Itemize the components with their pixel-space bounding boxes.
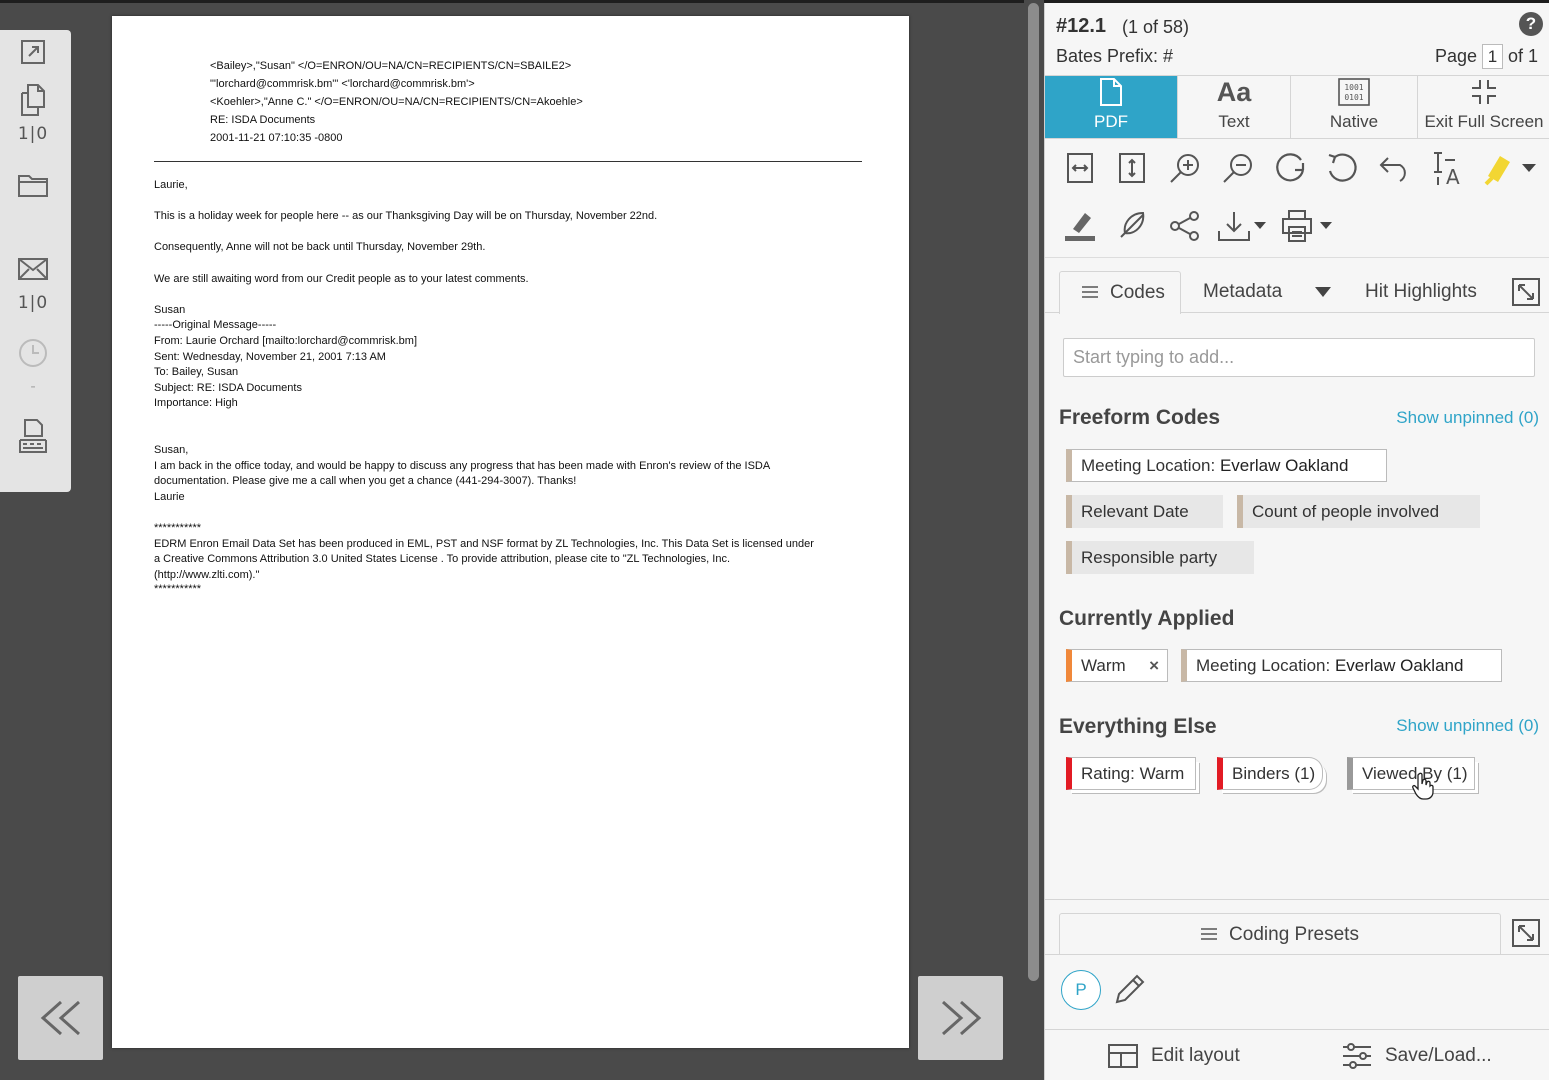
annotate-icon[interactable] xyxy=(1112,206,1152,246)
email-body xyxy=(154,178,864,595)
original-sent: Sent: Wednesday, November 21, 2001 7:13 AM xyxy=(154,350,386,363)
layout-icon xyxy=(1107,1043,1139,1069)
text-select-icon[interactable] xyxy=(1427,148,1467,188)
chip-rating[interactable]: Rating: Warm xyxy=(1066,757,1196,790)
fit-height-icon[interactable] xyxy=(1112,148,1152,188)
stars-separator: *********** xyxy=(154,522,202,535)
scrollbar-thumb[interactable] xyxy=(1028,3,1039,981)
coding-presets-label: Coding Presets xyxy=(1229,923,1359,945)
edit-layout-label: Edit layout xyxy=(1151,1045,1240,1066)
freeform-chip-count-people[interactable]: Count of people involved xyxy=(1237,495,1480,528)
save-load-button[interactable] xyxy=(1341,1042,1492,1070)
chip-value: Everlaw Oakland xyxy=(1219,456,1349,475)
zoom-in-icon[interactable] xyxy=(1165,148,1205,188)
panel-footer xyxy=(1045,1029,1549,1080)
text-icon: Aa xyxy=(1216,76,1252,107)
stars-separator: *********** xyxy=(154,583,202,596)
applied-chip-meeting-location[interactable] xyxy=(1181,649,1502,682)
original-importance: Importance: High xyxy=(154,397,238,410)
tab-text-label: Text xyxy=(1218,112,1250,131)
menu-icon xyxy=(1201,924,1217,946)
highlighter-dropdown[interactable] xyxy=(1481,148,1537,188)
presets-divider xyxy=(1045,899,1549,900)
svg-text:0101: 0101 xyxy=(1344,93,1364,102)
original-to: To: Bailey, Susan xyxy=(154,366,239,379)
tab-text[interactable] xyxy=(1178,76,1291,138)
tab-codes-label: Codes xyxy=(1110,282,1165,303)
bates-prefix: Bates Prefix: # xyxy=(1056,46,1174,66)
save-load-label: Save/Load... xyxy=(1385,1045,1492,1066)
share-icon[interactable] xyxy=(1165,206,1205,246)
expand-icon[interactable] xyxy=(14,34,52,70)
chip-label: Meeting Location: xyxy=(1081,456,1216,475)
document-page xyxy=(112,16,909,1048)
date-value: 2001-11-21 07:10:35 -0800 xyxy=(210,132,343,144)
edit-layout-button[interactable] xyxy=(1107,1042,1240,1070)
tab-native-label: Native xyxy=(1329,112,1379,131)
body-signature: Susan xyxy=(154,303,186,316)
tab-pdf[interactable] xyxy=(1045,76,1178,138)
reply-signature: Laurie xyxy=(154,490,185,503)
help-icon[interactable]: ? xyxy=(1519,12,1543,36)
original-message-marker: -----Original Message----- xyxy=(154,319,277,332)
zoom-out-icon[interactable] xyxy=(1218,148,1258,188)
tab-codes[interactable] xyxy=(1059,271,1181,314)
coding-tabs xyxy=(1045,269,1549,313)
presets-tab-baseline xyxy=(1045,954,1549,955)
view-tabs xyxy=(1045,75,1549,139)
freeform-codes-title: Freeform Codes xyxy=(1059,406,1221,429)
body-greeting: Laurie, xyxy=(154,179,188,191)
exit-fullscreen-button[interactable] xyxy=(1418,76,1549,138)
footer-line: a Creative Commons Attribution 3.0 United States License . To provide attribution, please cite to "ZL Technologies, Inc. xyxy=(154,553,731,566)
reply-line: I am back in the office today, and would be happy to discuss any progress that has been made with Enron's review of the ISDA xyxy=(154,459,771,472)
toolbar-divider xyxy=(1045,257,1549,258)
expand-panel-icon[interactable] xyxy=(1511,277,1541,307)
attachments-icon[interactable] xyxy=(14,82,52,118)
applied-chip-warm[interactable] xyxy=(1066,649,1168,682)
page-total: of 1 xyxy=(1508,46,1539,66)
preset-avatar[interactable]: P xyxy=(1061,970,1101,1010)
body-paragraph: Consequently, Anne will not be back until Thursday, November 29th. xyxy=(154,241,486,254)
show-unpinned-link[interactable]: Show unpinned (0) xyxy=(1396,716,1539,735)
expand-presets-icon[interactable] xyxy=(1511,918,1541,948)
chip-label: Meeting Location: xyxy=(1196,656,1331,675)
body-paragraph: This is a holiday week for people here -- as our Thanksgiving Day will be on Thursday, November 22nd. xyxy=(154,210,658,223)
code-search-input[interactable] xyxy=(1063,338,1535,377)
folder-icon[interactable] xyxy=(14,167,52,203)
pencil-icon[interactable] xyxy=(1111,972,1147,1008)
hand-cursor-icon xyxy=(1412,772,1434,800)
footer-line: EDRM Enron Email Data Set has been produced in EML, PST and NSF format by ZL Technologies, Inc. This Data Set is licensed under xyxy=(154,537,814,550)
original-from: From: Laurie Orchard [mailto:lorchard@commrisk.bm] xyxy=(154,334,418,347)
everything-else-title: Everything Else xyxy=(1059,715,1217,738)
freeform-chip-relevant-date[interactable]: Relevant Date xyxy=(1066,495,1223,528)
chip-label: Warm xyxy=(1081,656,1126,675)
print-dropdown[interactable] xyxy=(1279,206,1335,246)
chip-viewed-by[interactable]: Viewed By (1) xyxy=(1347,757,1475,790)
tab-hit-highlights[interactable]: Hit Highlights xyxy=(1365,281,1477,302)
exit-fullscreen-label: Exit Full Screen xyxy=(1424,112,1544,131)
rotate-clockwise-icon[interactable] xyxy=(1270,148,1310,188)
native-icon xyxy=(1338,76,1370,108)
redact-icon[interactable] xyxy=(1060,206,1100,246)
chip-binders[interactable]: Binders (1) xyxy=(1217,757,1323,790)
review-panel xyxy=(1044,3,1549,1080)
tab-pdf-label: PDF xyxy=(1094,112,1128,131)
tab-native[interactable] xyxy=(1291,76,1418,138)
subject-value: RE: ISDA Documents xyxy=(210,114,316,126)
reply-line: documentation. Please give me a call when you get a chance (441-294-3007). Thanks! xyxy=(154,475,577,488)
email-icon[interactable] xyxy=(14,251,52,287)
chevron-down-icon[interactable] xyxy=(1315,287,1331,297)
svg-text:1001: 1001 xyxy=(1344,83,1364,92)
history-count: - xyxy=(30,378,36,395)
to-value: "'lorchard@commrisk.bm'" <'lorchard@commrisk.bm'> xyxy=(210,78,475,90)
next-document-button[interactable] xyxy=(918,976,1003,1060)
fit-width-icon[interactable] xyxy=(1060,148,1100,188)
tab-coding-presets[interactable] xyxy=(1059,913,1501,955)
show-unpinned-link[interactable]: Show unpinned (0) xyxy=(1396,408,1539,427)
previous-document-button[interactable] xyxy=(18,976,103,1060)
chip-value: Everlaw Oakland xyxy=(1334,656,1464,675)
redaction-icon[interactable] xyxy=(14,418,52,454)
footer-line: (http://www.zlti.com)." xyxy=(154,568,260,581)
page-number-input[interactable]: 1 xyxy=(1482,44,1503,69)
attachments-count: 1|0 xyxy=(17,124,49,144)
freeform-chip-responsible-party[interactable]: Responsible party xyxy=(1066,541,1254,574)
left-rail xyxy=(0,30,71,492)
from-value: <Bailey>,"Susan" </O=ENRON/OU=NA/CN=RECIPIENTS/CN=SBAILE2> xyxy=(210,60,572,72)
compress-icon xyxy=(1468,76,1500,108)
remove-icon[interactable]: × xyxy=(1149,656,1159,675)
menu-icon xyxy=(1082,282,1098,304)
svg-text:A: A xyxy=(1446,165,1460,186)
currently-applied-title: Currently Applied xyxy=(1059,607,1235,630)
download-dropdown[interactable] xyxy=(1215,206,1269,246)
original-subject: Subject: RE: ISDA Documents xyxy=(154,381,302,394)
document-number: #12.1 xyxy=(1056,15,1107,37)
sliders-icon xyxy=(1341,1042,1373,1070)
page-label: Page xyxy=(1435,46,1478,66)
cc-value: <Koehler>,"Anne C." </O=ENRON/OU=NA/CN=RECIPIENTS/CN=Akoehle> xyxy=(210,96,583,108)
tab-metadata[interactable]: Metadata xyxy=(1203,281,1283,302)
freeform-chip-meeting-location[interactable] xyxy=(1066,449,1387,482)
reply-greeting: Susan, xyxy=(154,444,189,457)
pdf-icon xyxy=(1098,76,1124,108)
clock-icon xyxy=(14,335,52,371)
undo-icon[interactable] xyxy=(1375,148,1415,188)
document-position: (1 of 58) xyxy=(1122,17,1190,37)
body-paragraph: We are still awaiting word from our Credit people as to your latest comments. xyxy=(154,272,529,285)
rotate-counterclockwise-icon[interactable] xyxy=(1322,148,1362,188)
header-divider xyxy=(154,161,862,162)
emails-count: 1|0 xyxy=(17,293,49,313)
